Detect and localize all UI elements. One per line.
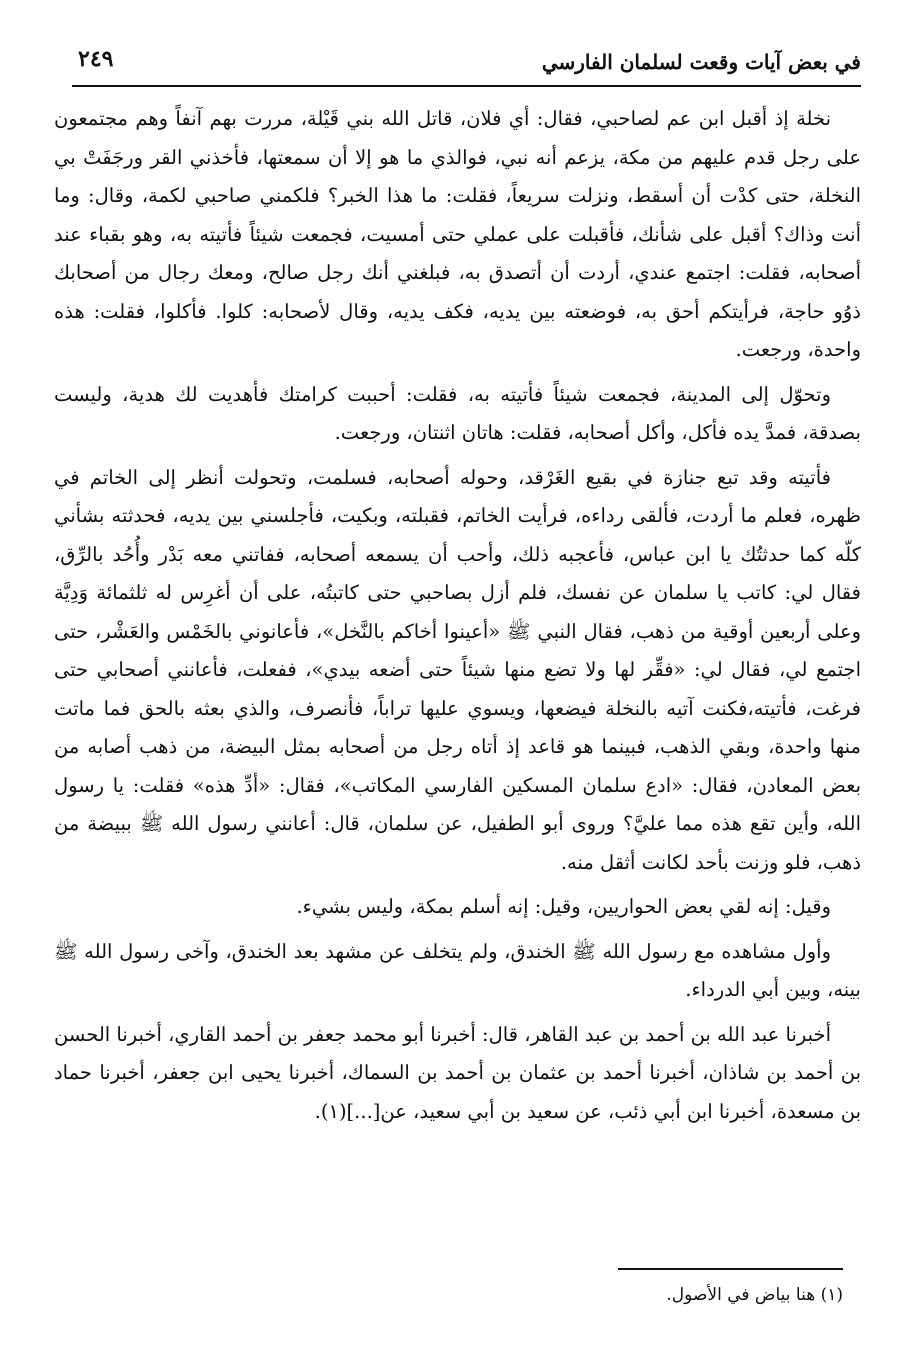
paragraph: وتحوّل إلى المدينة، فجمعت شيئاً فأتيته به، فقلت: أحببت كرامتك فأهديت لك هدية، وليست بصدقة، فمدَّ يده فأكل، وأكل أصحابه، فقلت: هاتان اثنتان، ورجعت. xyxy=(54,382,861,444)
page-number: ٢٤٩ xyxy=(78,46,114,72)
paragraph: فأتيته وقد تبع جنازة في بقيع الغَرْقد، وحوله أصحابه، فسلمت، وتحولت أنظر إلى الخاتم في ظهره، فعلم ما أردت، فألقى رداءه، فرأيت الخاتم، فقبلته، وبكيت، فأجلسني بين يديه، فحدثته بشأني كلّه كما حدثتُك يا ابن عباس، فأعجبه ذلك، وأحب أن يسمعه أصحابه، ففاتني معه بَدْر وأُحُد بالرِّق، فقال لي: كاتب يا سلمان عن نفسك، فلم أزل بصاحبي حتى كاتبتُه، على أن أغرِس له ثلثمائة وَدِيَّة وعلى أربعين أوقية من ذهب، فقال النبي ﷺ «أعينوا أخاكم بالنَّخل»، فأعانوني بالخَمْس والعَشْر، حتى اجتمع لي، فقال لي: «فقِّر لها ولا تضع منها شيئاً حتى أضعه بيدي»، ففعلت، فأعانني أصحابي حتى فرغت، فأتيته،فكنت آتيه بالنخلة فيضعها، ويسوي عليها تراباً، فأنصرف، والذي بعثه بالحق فما ماتت منها واحدة، وبقي الذهب، فبينما هو قاعد إذ أتاه رجل من أصحابه بمثل البيضة، من ذهب أصابه من بعض المعادن، فقال: «ادع سلمان المسكين الفارسي المكاتب»، فقال: «أدِّ هذه» فقلت: يا رسول الله، وأين تقع هذه مما عليَّ؟ وروى أبو الطفيل، عن سلمان، قال: أعانني رسول الله ﷺ ببيضة من ذهب، فلو وزنت بأحد لكانت أثقل منه. xyxy=(54,465,861,874)
running-title: في بعض آيات وقعت لسلمان الفارسي xyxy=(541,50,861,74)
paragraph: وقيل: إنه لقي بعض الحواريين، وقيل: إنه أسلم بمكة، وليس بشيء. xyxy=(296,895,831,918)
header-rule xyxy=(72,85,861,87)
footnote-rule xyxy=(618,1268,843,1270)
page-header xyxy=(72,38,861,84)
paragraph: أخبرنا عبد الله بن أحمد بن عبد القاهر، قال: أخبرنا أبو محمد جعفر بن أحمد القاري، أخبرنا الحسن بن أحمد بن شاذان، أخبرنا أحمد بن عثمان بن أحمد بن السماك، أخبرنا يحيى ابن جعفر، أخبرنا حماد بن مسعدة، أخبرنا ابن أبي ذئب، عن سعيد بن أبي سعيد، عن[...](١). xyxy=(54,1022,861,1123)
paragraph: نخلة إذ أقبل ابن عم لصاحبي، فقال: أي فلان، قاتل الله بني قَيْلة، مررت بهم آنفاً وهم مجتمعون على رجل قدم عليهم من مكة، يزعم أنه نبي، فوالذي ما هو إلا أن سمعتها، فأخذني القر ورجَفَتْ بي النخلة، حتى كدْت أن أسقط، ونزلت سريعاً، فقلت: ما هذا الخبر؟ فلكمني صاحبي لكمة، وقال: وما أنت وذاك؟ أقبل على شأنك، فأقبلت على عملي حتى أمسيت، فجمعت شيئاً فأتيته به، وهو بقباء عند أصحابه، فقلت: اجتمع عندي، أردت أن أتصدق به، فبلغني أنك رجل صالح، ومعك رجال من أصحابك ذوُو حاجة، فرأيتكم أحق به، فوضعته بين يديه، فكف يديه، وقال لأصحابه: كلوا. فأكلوا، فقلت: هذه واحدة، ورجعت. xyxy=(54,107,861,361)
paragraph: وأول مشاهده مع رسول الله ﷺ الخندق، ولم يتخلف عن مشهد بعد الخندق، وآخى رسول الله ﷺ بينه، وبين أبي الدرداء. xyxy=(54,939,861,1001)
body-text xyxy=(54,100,861,1250)
footnote: (١) هنا بياض في الأصول. xyxy=(666,1285,843,1305)
